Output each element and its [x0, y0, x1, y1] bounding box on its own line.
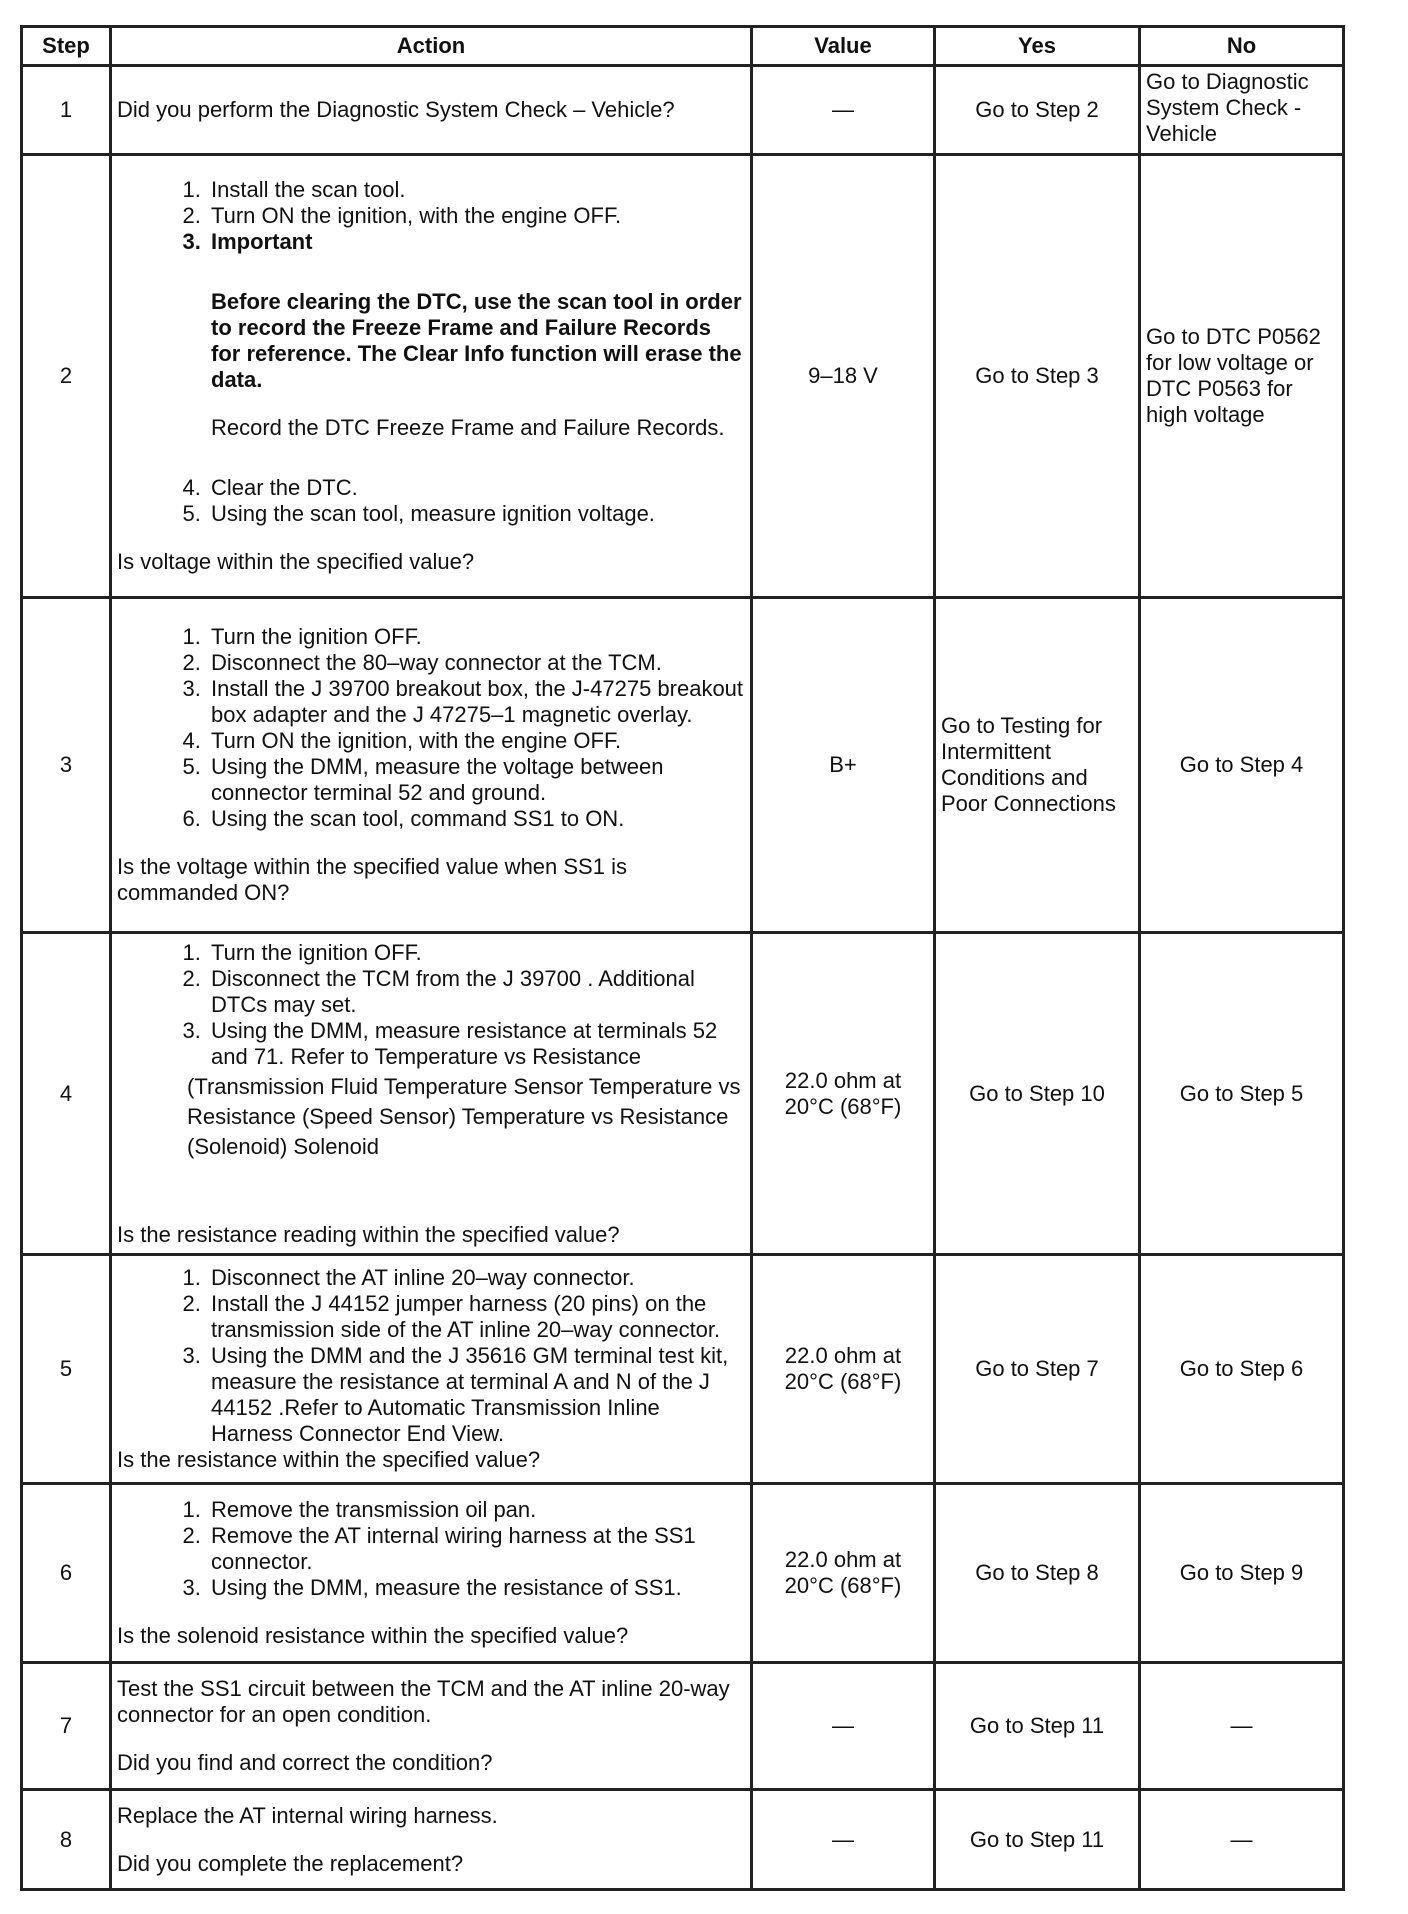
action-question: Is the solenoid resistance within the specified value? [117, 1623, 629, 1648]
action-steps [117, 1265, 745, 1447]
list-item: 2. Turn ON the ignition, with the engine OFF. [207, 203, 745, 229]
action-cell [111, 1790, 752, 1890]
value-cell: 22.0 ohm at 20°C (68°F) [752, 1484, 935, 1663]
table-row [22, 1790, 1344, 1890]
no-cell: Go to Step 9 [1140, 1484, 1344, 1663]
diagnostic-table [20, 25, 1345, 1891]
step-number: 6 [22, 1484, 111, 1663]
list-item: 5. Using the DMM, measure the voltage between connector terminal 52 and ground. [207, 754, 745, 806]
action-question: Is voltage within the specified value? [117, 549, 475, 574]
no-cell: Go to Step 4 [1140, 598, 1344, 933]
yes-cell: Go to Step 2 [935, 66, 1140, 155]
action-cell [111, 1255, 752, 1484]
list-item: 5. Using the scan tool, measure ignition voltage. [207, 501, 745, 527]
value-cell: 9–18 V [752, 155, 935, 598]
table-row [22, 155, 1344, 598]
step-number: 3 [22, 598, 111, 933]
table-row [22, 66, 1344, 155]
yes-cell: Go to Step 3 [935, 155, 1140, 598]
action-question: Did you find and correct the condition? [117, 1750, 493, 1775]
action-question: Did you complete the replacement? [117, 1850, 464, 1876]
yes-cell: Go to Step 11 [935, 1663, 1140, 1790]
value-cell: — [752, 66, 935, 155]
important-note: Before clearing the DTC, use the scan tool in order to record the Freeze Frame and Failure Records for reference. The Clear Info function will erase the data. [211, 289, 742, 392]
yes-cell: Go to Testing for Intermittent Conditions and Poor Connections [935, 598, 1140, 933]
table-row [22, 1255, 1344, 1484]
action-steps [117, 177, 745, 527]
list-item: 1. Disconnect the AT inline 20–way connector. [207, 1265, 745, 1291]
action-question: Is the resistance within the specified value? [117, 1447, 541, 1472]
list-item [207, 229, 745, 441]
action-cell [111, 66, 752, 155]
table-row [22, 598, 1344, 933]
step-number: 1 [22, 66, 111, 155]
action-cell [111, 933, 752, 1255]
value-cell: — [752, 1663, 935, 1790]
yes-cell: Go to Step 10 [935, 933, 1140, 1255]
list-item: 1. Turn the ignition OFF. [207, 624, 745, 650]
value-cell: — [752, 1790, 935, 1890]
no-cell: Go to DTC P0562 for low voltage or DTC P0563 for high voltage [1140, 155, 1344, 598]
action-text: Replace the AT internal wiring harness. [117, 1802, 498, 1828]
step-number: 7 [22, 1663, 111, 1790]
no-cell: Go to Step 5 [1140, 933, 1344, 1255]
header-value: Value [752, 27, 935, 66]
action-steps [117, 940, 745, 1070]
value-cell: 22.0 ohm at 20°C (68°F) [752, 933, 935, 1255]
list-item: 3. Using the DMM and the J 35616 GM terminal test kit, measure the resistance at terminal A and N of the J 44152 .Refer to Automatic Transmission Inline Harness Connector End View. [207, 1343, 745, 1447]
action-cell [111, 598, 752, 933]
list-item: 6. Using the scan tool, command SS1 to ON. [207, 806, 745, 832]
action-question: Is the resistance reading within the specified value? [117, 1221, 620, 1247]
yes-cell: Go to Step 11 [935, 1790, 1140, 1890]
important-label: Important [211, 229, 313, 254]
no-cell: — [1140, 1663, 1344, 1790]
table-row [22, 933, 1344, 1255]
step-number: 2 [22, 155, 111, 598]
list-item: 2. Disconnect the 80–way connector at the TCM. [207, 650, 745, 676]
header-no: No [1140, 27, 1344, 66]
list-item: 2. Disconnect the TCM from the J 39700 . Additional DTCs may set. [207, 966, 745, 1018]
yes-cell: Go to Step 7 [935, 1255, 1140, 1484]
no-cell: Go to Diagnostic System Check - Vehicle [1140, 66, 1344, 155]
action-text: Test the SS1 circuit between the TCM and the AT inline 20-way connector for an open condition. [117, 1676, 730, 1727]
record-note: Record the DTC Freeze Frame and Failure Records. [211, 415, 725, 440]
header-action: Action [111, 27, 752, 66]
action-cell [111, 1484, 752, 1663]
table-row [22, 1484, 1344, 1663]
reference-links[interactable]: (Transmission Fluid Temperature Sensor Temperature vs Resistance (Speed Sensor) Temperature vs Resistance (Solenoid) Solenoid [187, 1073, 741, 1159]
list-item: 2. Remove the AT internal wiring harness at the SS1 connector. [207, 1523, 745, 1575]
action-question: Did you perform the Diagnostic System Check – Vehicle? [117, 97, 675, 122]
list-item: 1. Install the scan tool. [207, 177, 745, 203]
action-question: Is the voltage within the specified value when SS1 is commanded ON? [117, 854, 627, 905]
list-item: 2. Install the J 44152 jumper harness (20 pins) on the transmission side of the AT inline 20–way connector. [207, 1291, 745, 1343]
value-cell: 22.0 ohm at 20°C (68°F) [752, 1255, 935, 1484]
list-item: 4. Turn ON the ignition, with the engine OFF. [207, 728, 745, 754]
table-row [22, 1663, 1344, 1790]
yes-cell: Go to Step 8 [935, 1484, 1140, 1663]
no-cell: Go to Step 6 [1140, 1255, 1344, 1484]
value-cell: B+ [752, 598, 935, 933]
step-number: 5 [22, 1255, 111, 1484]
action-steps [117, 624, 745, 832]
step-number: 4 [22, 933, 111, 1255]
list-item: 1. Turn the ignition OFF. [207, 940, 745, 966]
list-item: 3. Using the DMM, measure the resistance of SS1. [207, 1575, 745, 1601]
header-yes: Yes [935, 27, 1140, 66]
action-cell [111, 1663, 752, 1790]
no-cell: — [1140, 1790, 1344, 1890]
step-number: 8 [22, 1790, 111, 1890]
action-cell [111, 155, 752, 598]
header-row [22, 27, 1344, 66]
list-item: 3. Using the DMM, measure resistance at terminals 52 and 71. Refer to Temperature vs Resistance [207, 1018, 745, 1070]
list-item: 4. Clear the DTC. [207, 475, 745, 501]
action-steps [117, 1497, 745, 1601]
list-item: 1. Remove the transmission oil pan. [207, 1497, 745, 1523]
list-item: 3. Install the J 39700 breakout box, the J-47275 breakout box adapter and the J 47275–1 magnetic overlay. [207, 676, 745, 728]
header-step: Step [22, 27, 111, 66]
